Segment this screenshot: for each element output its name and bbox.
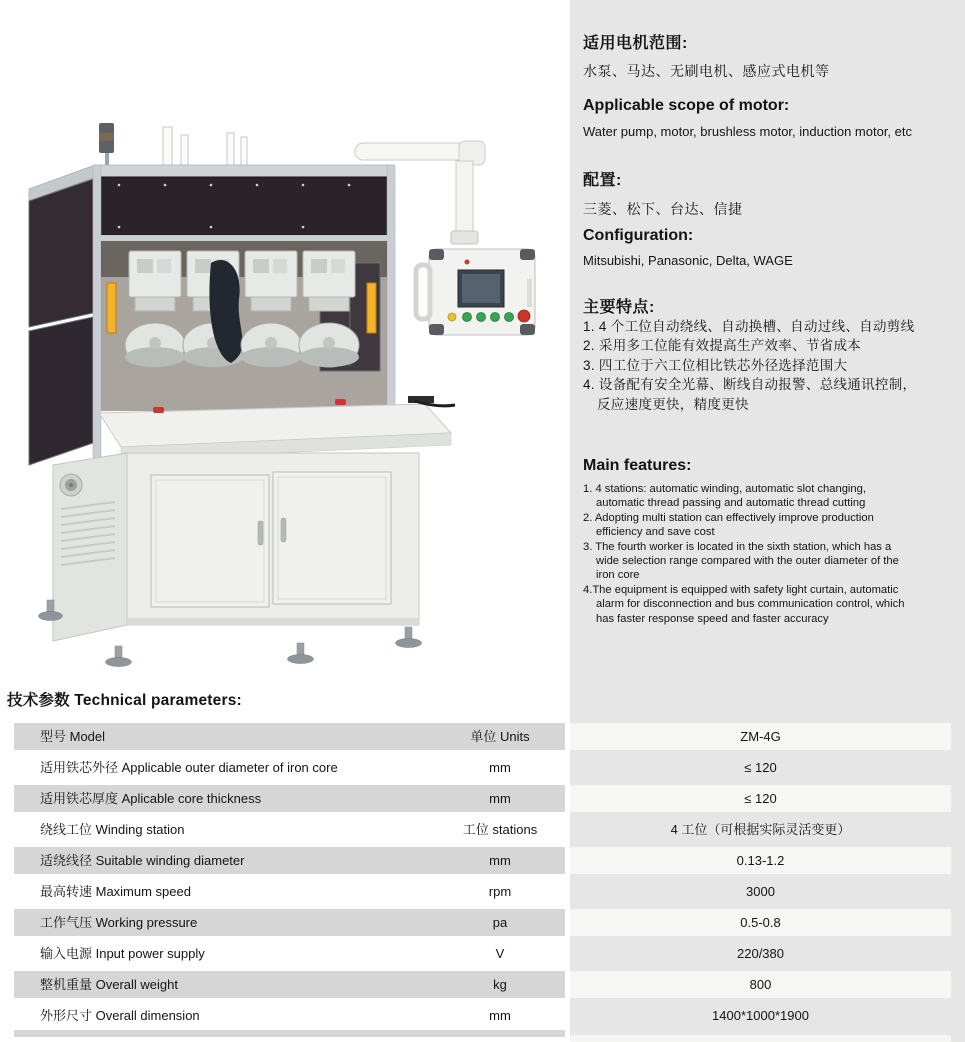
table-row (0, 847, 965, 874)
features-zh-title: 主要特点: (583, 299, 655, 316)
value-cell: 220/380 (737, 946, 784, 961)
table-row (0, 816, 965, 843)
param-cell: 整机重量 Overall weight (14, 971, 565, 998)
features-en-item: 1. 4 stations: automatic winding, automatic slot changing, (583, 483, 866, 495)
pendant-button-green (463, 313, 472, 322)
motor-scope-zh-body: 水泵、马达、无刷电机、感应式电机等 (583, 63, 830, 79)
table-row (0, 909, 965, 936)
table-next-row-partial-right (570, 1035, 951, 1042)
left-side-panel (29, 179, 93, 327)
param-cell: 适用铁芯外径 Applicable outer diameter of iron core (40, 760, 338, 775)
features-zh-item: 4. 设备配有安全光幕、断线自动报警、总线通讯控制， (583, 377, 917, 393)
features-en-item: 4.The equipment is equipped with safety light curtain, automatic (583, 583, 899, 596)
unit-cell: kg (493, 977, 507, 992)
param-cell: 外形尺寸 Overall dimension (40, 1008, 200, 1023)
motor-scope-en-body: Water pump, motor, brushless motor, induction motor, etc (583, 124, 912, 139)
features-en-item: efficiency and save cost (596, 526, 715, 539)
features-en-item: automatic thread passing and automatic thread cutting (596, 497, 866, 510)
unit-cell: mm (489, 760, 511, 775)
param-header: 型号 Model (14, 723, 565, 750)
table-row (0, 940, 965, 967)
table-row (0, 878, 965, 905)
table-next-row-partial-left (14, 1030, 565, 1037)
features-en-item: alarm for disconnection and bus communication control, which (596, 598, 905, 611)
safety-sensor (107, 283, 116, 333)
features-en-item: 3. The fourth worker is located in the sixth station, which has a (583, 540, 892, 553)
features-zh-list (583, 317, 916, 414)
features-zh-item: 1. 4 个工位自动绕线、自动换槽、自动过线、自动剪线 (583, 319, 915, 334)
param-cell: 最高转速 Maximum speed (40, 884, 191, 899)
cabinet-door (151, 475, 269, 607)
motor-scope-zh-title: 适用电机范围: (583, 35, 688, 52)
model-value: ZM-4G (570, 723, 951, 750)
unit-cell: pa (492, 915, 508, 930)
value-cell: 3000 (746, 884, 775, 899)
pendant-button-green (477, 313, 486, 322)
value-cell: 0.13-1.2 (570, 847, 951, 874)
features-en-list (583, 482, 904, 626)
motor-scope-en-title: Applicable scope of motor: (583, 97, 790, 114)
value-cell: 1400*1000*1900 (712, 1008, 809, 1023)
param-cell: 适用铁芯厚度 Aplicable core thickness (14, 785, 565, 812)
configuration-zh-title: 配置: (583, 172, 622, 189)
value-cell: 4 工位（可根据实际灵活变更） (670, 822, 851, 837)
value-cell: 0.5-0.8 (570, 909, 951, 936)
top-dark-panel (99, 177, 389, 235)
features-zh-item: 3. 四工位于六工位相比铁芯外径选择范围大 (583, 357, 848, 373)
value-cell: ≤ 120 (570, 785, 951, 812)
features-en-item: iron core (596, 569, 640, 582)
pendant-button-green (491, 313, 500, 322)
features-en-title: Main features: (583, 457, 692, 474)
door-handle (258, 521, 263, 545)
configuration-en-title: Configuration: (583, 227, 694, 244)
unit-cell: mm (489, 853, 511, 868)
param-cell: 工作气压 Working pressure (14, 909, 565, 936)
door-handle (281, 518, 286, 542)
value-cell: 800 (570, 971, 951, 998)
features-zh-item: 反应速度更快，精度更快 (597, 396, 749, 412)
table-row (0, 785, 965, 812)
cabinet-door (273, 472, 391, 604)
red-clamp (335, 399, 346, 405)
unit-cell: V (495, 946, 505, 961)
pendant-button-yellow (448, 313, 456, 321)
unit-cell: rpm (488, 884, 512, 899)
unit-header: 单位 Units (470, 729, 530, 744)
param-cell: 绕线工位 Winding station (40, 822, 185, 837)
pendant-control (416, 249, 535, 335)
pendant-button-green (505, 313, 514, 322)
red-clamp (153, 407, 164, 413)
features-en-item: 2. Adopting multi station can effectively improve production (583, 511, 874, 524)
param-cell: 适绕线径 Suitable winding diameter (14, 847, 565, 874)
safety-sensor (367, 283, 376, 333)
pendant-handle (416, 265, 430, 319)
left-side-panel (29, 317, 93, 465)
cabinet (53, 453, 419, 641)
unit-cell: 工位 stations (462, 822, 538, 837)
param-cell: 输入电源 Input power supply (40, 946, 205, 961)
configuration-zh-body: 三菱、松下、台达、信捷 (583, 201, 743, 217)
pendant-button-red (518, 310, 530, 322)
unit-cell: mm (489, 1008, 511, 1023)
features-en-item: wide selection range compared with the outer diameter of the (596, 555, 899, 568)
tech-table-title: 技术参数 Technical parameters: (7, 692, 242, 709)
features-en-item: has faster response speed and faster accuracy (596, 612, 829, 625)
value-cell: ≤ 120 (744, 760, 777, 775)
table-row (0, 971, 965, 998)
configuration-en-body: Mitsubishi, Panasonic, Delta, WAGE (583, 253, 793, 268)
unit-cell: mm (489, 791, 511, 806)
table-header-row (0, 723, 965, 750)
table-row (0, 1002, 965, 1029)
machine-image (15, 113, 555, 668)
features-zh-item: 2. 采用多工位能有效提高生产效率、节省成本 (583, 338, 862, 354)
table-row (0, 754, 965, 781)
